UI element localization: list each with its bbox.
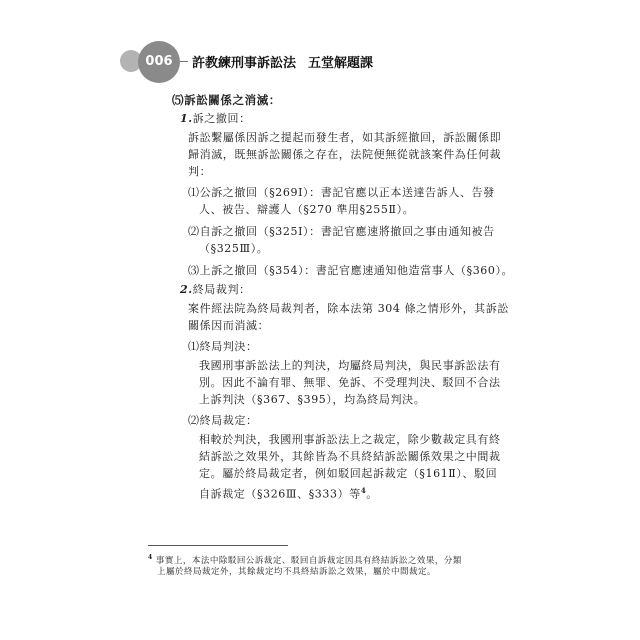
paragraph-line: 案件經法院為終局裁判者，除本法第 304 條之情形外，其訴訟: [188, 302, 509, 315]
footnote-line: $^4$ 事實上，本法中除駁回公訴裁定、駁回自訴裁定因具有終結訴訟之效果，分類: [148, 554, 462, 566]
book-subtitle: 五堂解題課: [308, 56, 374, 71]
list-item-line: ⑴公訴之撤回（§269Ⅰ）：書記官應以正本送達告訴人、告發: [188, 186, 495, 199]
page-number-badge: 006: [138, 41, 180, 83]
header-divider: [180, 61, 188, 62]
item-heading: 1.訴之撤回：: [180, 112, 251, 125]
footnote-reference[interactable]: 4: [360, 486, 367, 495]
paragraph-line: 上訴判決（§367、§395），均為終局判決。: [199, 393, 426, 406]
sub-heading: ⑴終局判決：: [188, 340, 258, 353]
paragraph-line: 關係因而消滅：: [188, 319, 270, 332]
paragraph-line: 相較於判決，我國刑事訴訟法上之裁定，除少數裁定具有終: [199, 433, 501, 446]
list-item-line: （§325Ⅲ）。: [199, 242, 269, 255]
list-item-line: 人、被告、辯護人（§270 準用§255Ⅱ）。: [199, 203, 415, 216]
running-title: [192, 52, 373, 71]
paragraph-line: 訴訟繫屬係因訴之提起而發生者，如其訴經撤回，訴訟關係即: [188, 131, 502, 144]
list-item-line: ⑶上訴之撤回（§354）：書記官應速通知他造當事人（§360）。: [188, 264, 514, 277]
footnote-marker: 4: [148, 554, 153, 561]
section-heading: ⑸訴訟關係之消滅：: [172, 93, 281, 107]
paragraph-line: 我國刑事訴訟法上的判決，均屬終局判決，與民事訴訟法有: [199, 359, 501, 372]
paragraph-line: 定。屬於終局裁定者，例如駁回起訴裁定（§161Ⅱ）、駁回: [199, 467, 498, 480]
paragraph-line: 自訴裁定（§326Ⅲ、§333）等$^4$。: [199, 486, 378, 501]
item-heading: 2.終局裁判：: [180, 283, 251, 296]
paragraph-line: 結訴訟之效果外，其餘皆為不具終結訴訟關係效果之中間裁: [199, 450, 501, 463]
sub-heading: ⑵終局裁定：: [188, 414, 258, 427]
paragraph-line: 歸消滅，既無訴訟關係之存在，法院便無從就該案件為任何裁: [188, 148, 502, 161]
page-header: [0, 0, 640, 100]
paragraph-line: 別。因此不論有罪、無罪、免訴、不受理判決、駁回不合法: [199, 376, 501, 389]
footnote-divider: [148, 545, 288, 546]
footnote-line: 上屬於終局裁定外，其餘裁定均不具終結訴訟之效果，屬於中間裁定。: [157, 567, 437, 577]
book-title: 許教練刑事訴訟法: [192, 56, 297, 71]
paragraph-line: 判：: [188, 165, 212, 178]
list-item-line: ⑵自訴之撤回（§325Ⅰ）：書記官應速將撤回之事由通知被告: [188, 225, 495, 238]
